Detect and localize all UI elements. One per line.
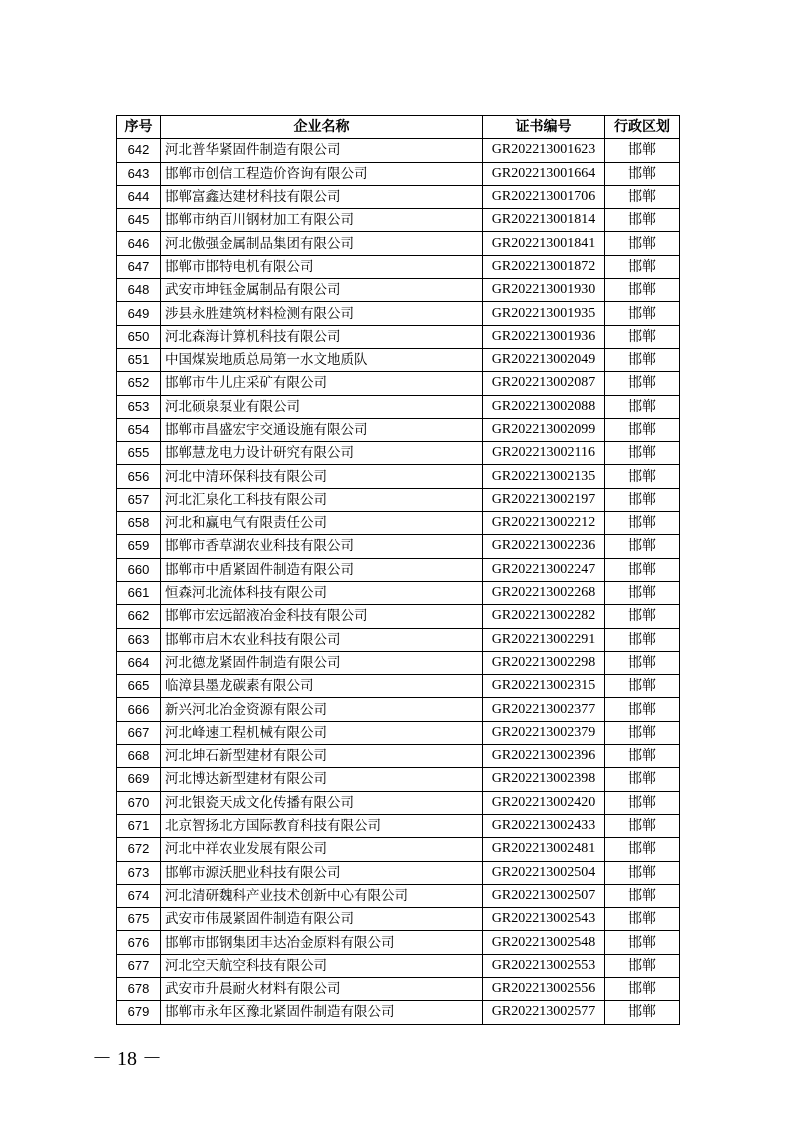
cell-cert: GR202213002268: [483, 581, 605, 604]
cell-region: 邯郸: [605, 698, 680, 721]
table-row: [117, 512, 680, 535]
cell-region: 邯郸: [605, 675, 680, 698]
cell-cert: GR202213002556: [483, 977, 605, 1000]
table-row: [117, 675, 680, 698]
cell-company: 河北德龙紧固件制造有限公司: [161, 651, 483, 674]
cell-cert: GR202213001936: [483, 325, 605, 348]
cell-company: 河北中清环保科技有限公司: [161, 465, 483, 488]
cell-region: 邯郸: [605, 465, 680, 488]
cell-index: 678: [117, 977, 161, 1000]
table-row: [117, 139, 680, 162]
cell-region: 邯郸: [605, 418, 680, 441]
header-cert: 证书编号: [483, 116, 605, 139]
cell-company: 河北中祥农业发展有限公司: [161, 838, 483, 861]
cell-cert: GR202213001930: [483, 279, 605, 302]
cell-cert: GR202213002577: [483, 1001, 605, 1024]
table-row: [117, 558, 680, 581]
table-row: [117, 325, 680, 348]
cell-region: 邯郸: [605, 232, 680, 255]
cell-region: 邯郸: [605, 535, 680, 558]
cell-index: 652: [117, 372, 161, 395]
table-row: [117, 861, 680, 884]
table-row: [117, 931, 680, 954]
cell-cert: GR202213002507: [483, 884, 605, 907]
cell-index: 650: [117, 325, 161, 348]
table-row: [117, 721, 680, 744]
cell-cert: GR202213002548: [483, 931, 605, 954]
cell-region: 邯郸: [605, 954, 680, 977]
cell-region: 邯郸: [605, 931, 680, 954]
page-number: － 18 －: [92, 1048, 162, 1070]
cell-company: 邯郸市昌盛宏宇交通设施有限公司: [161, 418, 483, 441]
cell-index: 654: [117, 418, 161, 441]
cell-index: 665: [117, 675, 161, 698]
cell-cert: GR202213002282: [483, 605, 605, 628]
table-row: [117, 232, 680, 255]
cell-region: 邯郸: [605, 581, 680, 604]
cell-index: 658: [117, 512, 161, 535]
table-row: [117, 977, 680, 1000]
cell-cert: GR202213001706: [483, 185, 605, 208]
table-body: [117, 139, 680, 1024]
table-row: [117, 791, 680, 814]
cell-index: 674: [117, 884, 161, 907]
cell-cert: GR202213002236: [483, 535, 605, 558]
cell-company: 河北汇泉化工科技有限公司: [161, 488, 483, 511]
table-row: [117, 372, 680, 395]
cell-index: 642: [117, 139, 161, 162]
table-row: [117, 884, 680, 907]
cell-company: 北京智扬北方国际教育科技有限公司: [161, 814, 483, 837]
cell-company: 中国煤炭地质总局第一水文地质队: [161, 348, 483, 371]
table-row: [117, 395, 680, 418]
table-row: [117, 745, 680, 768]
cell-region: 邯郸: [605, 721, 680, 744]
cell-cert: GR202213002247: [483, 558, 605, 581]
table-row: [117, 185, 680, 208]
cell-region: 邯郸: [605, 791, 680, 814]
cell-company: 河北硕泉泵业有限公司: [161, 395, 483, 418]
cell-index: 656: [117, 465, 161, 488]
cell-index: 644: [117, 185, 161, 208]
cell-company: 河北银瓷天成文化传播有限公司: [161, 791, 483, 814]
cell-region: 邯郸: [605, 325, 680, 348]
table-row: [117, 628, 680, 651]
cell-cert: GR202213002298: [483, 651, 605, 674]
cell-company: 河北傲强金属制品集团有限公司: [161, 232, 483, 255]
cell-region: 邯郸: [605, 651, 680, 674]
table-row: [117, 255, 680, 278]
cell-index: 646: [117, 232, 161, 255]
cell-index: 679: [117, 1001, 161, 1024]
cell-cert: GR202213002504: [483, 861, 605, 884]
cell-index: 677: [117, 954, 161, 977]
cell-region: 邯郸: [605, 512, 680, 535]
cell-index: 648: [117, 279, 161, 302]
cell-region: 邯郸: [605, 279, 680, 302]
cell-company: 临漳县墨龙碳素有限公司: [161, 675, 483, 698]
cell-company: 恒森河北流体科技有限公司: [161, 581, 483, 604]
cell-region: 邯郸: [605, 139, 680, 162]
cell-company: 河北清研魏科产业技术创新中心有限公司: [161, 884, 483, 907]
cell-cert: GR202213002099: [483, 418, 605, 441]
cell-cert: GR202213001872: [483, 255, 605, 278]
cell-region: 邯郸: [605, 745, 680, 768]
cell-cert: GR202213002087: [483, 372, 605, 395]
table-row: [117, 418, 680, 441]
cell-cert: GR202213002291: [483, 628, 605, 651]
table-row: [117, 698, 680, 721]
cell-cert: GR202213002420: [483, 791, 605, 814]
cell-region: 邯郸: [605, 255, 680, 278]
cell-company: 河北普华紧固件制造有限公司: [161, 139, 483, 162]
table-row: [117, 768, 680, 791]
enterprise-table: [116, 115, 680, 1025]
cell-company: 邯郸市纳百川钢材加工有限公司: [161, 209, 483, 232]
cell-region: 邯郸: [605, 395, 680, 418]
table-header-row: [117, 116, 680, 139]
header-index: 序号: [117, 116, 161, 139]
cell-company: 邯郸市牛儿庄采矿有限公司: [161, 372, 483, 395]
cell-index: 672: [117, 838, 161, 861]
cell-region: 邯郸: [605, 372, 680, 395]
cell-index: 676: [117, 931, 161, 954]
table-row: [117, 209, 680, 232]
cell-cert: GR202213002315: [483, 675, 605, 698]
table-row: [117, 908, 680, 931]
cell-company: 邯郸市香草湖农业科技有限公司: [161, 535, 483, 558]
cell-cert: GR202213001935: [483, 302, 605, 325]
cell-index: 664: [117, 651, 161, 674]
cell-index: 660: [117, 558, 161, 581]
cell-company: 河北和赢电气有限责任公司: [161, 512, 483, 535]
cell-region: 邯郸: [605, 861, 680, 884]
cell-cert: GR202213002396: [483, 745, 605, 768]
cell-region: 邯郸: [605, 1001, 680, 1024]
cell-region: 邯郸: [605, 977, 680, 1000]
cell-cert: GR202213002543: [483, 908, 605, 931]
header-region: 行政区划: [605, 116, 680, 139]
cell-index: 651: [117, 348, 161, 371]
cell-region: 邯郸: [605, 558, 680, 581]
cell-company: 邯郸市创信工程造价咨询有限公司: [161, 162, 483, 185]
table-row: [117, 605, 680, 628]
cell-company: 邯郸富鑫达建材科技有限公司: [161, 185, 483, 208]
cell-company: 河北博达新型建材有限公司: [161, 768, 483, 791]
cell-cert: GR202213002398: [483, 768, 605, 791]
cell-company: 河北坤石新型建材有限公司: [161, 745, 483, 768]
table-row: [117, 279, 680, 302]
cell-cert: GR202213002116: [483, 442, 605, 465]
cell-region: 邯郸: [605, 908, 680, 931]
cell-region: 邯郸: [605, 814, 680, 837]
cell-index: 671: [117, 814, 161, 837]
cell-company: 武安市伟晟紧固件制造有限公司: [161, 908, 483, 931]
table-row: [117, 954, 680, 977]
cell-region: 邯郸: [605, 605, 680, 628]
cell-cert: GR202213002088: [483, 395, 605, 418]
cell-index: 643: [117, 162, 161, 185]
cell-region: 邯郸: [605, 628, 680, 651]
cell-company: 邯郸市邯钢集团丰达冶金原料有限公司: [161, 931, 483, 954]
header-company: 企业名称: [161, 116, 483, 139]
cell-company: 邯郸慧龙电力设计研究有限公司: [161, 442, 483, 465]
cell-cert: GR202213002135: [483, 465, 605, 488]
cell-index: 649: [117, 302, 161, 325]
cell-index: 669: [117, 768, 161, 791]
cell-region: 邯郸: [605, 488, 680, 511]
cell-cert: GR202213001841: [483, 232, 605, 255]
cell-region: 邯郸: [605, 838, 680, 861]
cell-cert: GR202213002553: [483, 954, 605, 977]
cell-cert: GR202213002481: [483, 838, 605, 861]
table-row: [117, 162, 680, 185]
cell-region: 邯郸: [605, 302, 680, 325]
cell-cert: GR202213002377: [483, 698, 605, 721]
cell-cert: GR202213002049: [483, 348, 605, 371]
cell-index: 675: [117, 908, 161, 931]
table-row: [117, 1001, 680, 1024]
cell-region: 邯郸: [605, 348, 680, 371]
cell-region: 邯郸: [605, 884, 680, 907]
table-row: [117, 581, 680, 604]
cell-index: 657: [117, 488, 161, 511]
cell-index: 663: [117, 628, 161, 651]
table-row: [117, 302, 680, 325]
cell-company: 河北峰速工程机械有限公司: [161, 721, 483, 744]
cell-region: 邯郸: [605, 162, 680, 185]
table-row: [117, 442, 680, 465]
cell-index: 653: [117, 395, 161, 418]
cell-region: 邯郸: [605, 209, 680, 232]
cell-index: 668: [117, 745, 161, 768]
cell-company: 邯郸市源沃肥业科技有限公司: [161, 861, 483, 884]
cell-cert: GR202213001814: [483, 209, 605, 232]
cell-index: 670: [117, 791, 161, 814]
cell-cert: GR202213002433: [483, 814, 605, 837]
cell-index: 655: [117, 442, 161, 465]
cell-index: 661: [117, 581, 161, 604]
table-row: [117, 838, 680, 861]
cell-region: 邯郸: [605, 185, 680, 208]
cell-company: 邯郸市永年区豫北紧固件制造有限公司: [161, 1001, 483, 1024]
cell-index: 667: [117, 721, 161, 744]
cell-company: 武安市坤钰金属制品有限公司: [161, 279, 483, 302]
cell-index: 666: [117, 698, 161, 721]
cell-company: 涉县永胜建筑材料检测有限公司: [161, 302, 483, 325]
cell-company: 新兴河北冶金资源有限公司: [161, 698, 483, 721]
cell-index: 659: [117, 535, 161, 558]
cell-cert: GR202213001664: [483, 162, 605, 185]
cell-index: 647: [117, 255, 161, 278]
table-row: [117, 348, 680, 371]
cell-company: 邯郸市宏远韶液冶金科技有限公司: [161, 605, 483, 628]
cell-company: 河北森海计算机科技有限公司: [161, 325, 483, 348]
cell-company: 河北空天航空科技有限公司: [161, 954, 483, 977]
table-row: [117, 465, 680, 488]
cell-index: 645: [117, 209, 161, 232]
cell-cert: GR202213002212: [483, 512, 605, 535]
cell-index: 662: [117, 605, 161, 628]
table-row: [117, 535, 680, 558]
cell-index: 673: [117, 861, 161, 884]
enterprise-table-container: [116, 115, 679, 1025]
cell-region: 邯郸: [605, 768, 680, 791]
cell-cert: GR202213002197: [483, 488, 605, 511]
cell-cert: GR202213002379: [483, 721, 605, 744]
cell-company: 邯郸市启木农业科技有限公司: [161, 628, 483, 651]
cell-company: 邯郸市中盾紧固件制造有限公司: [161, 558, 483, 581]
cell-company: 武安市升晨耐火材料有限公司: [161, 977, 483, 1000]
cell-region: 邯郸: [605, 442, 680, 465]
table-row: [117, 814, 680, 837]
table-row: [117, 651, 680, 674]
cell-company: 邯郸市邯特电机有限公司: [161, 255, 483, 278]
table-row: [117, 488, 680, 511]
cell-cert: GR202213001623: [483, 139, 605, 162]
